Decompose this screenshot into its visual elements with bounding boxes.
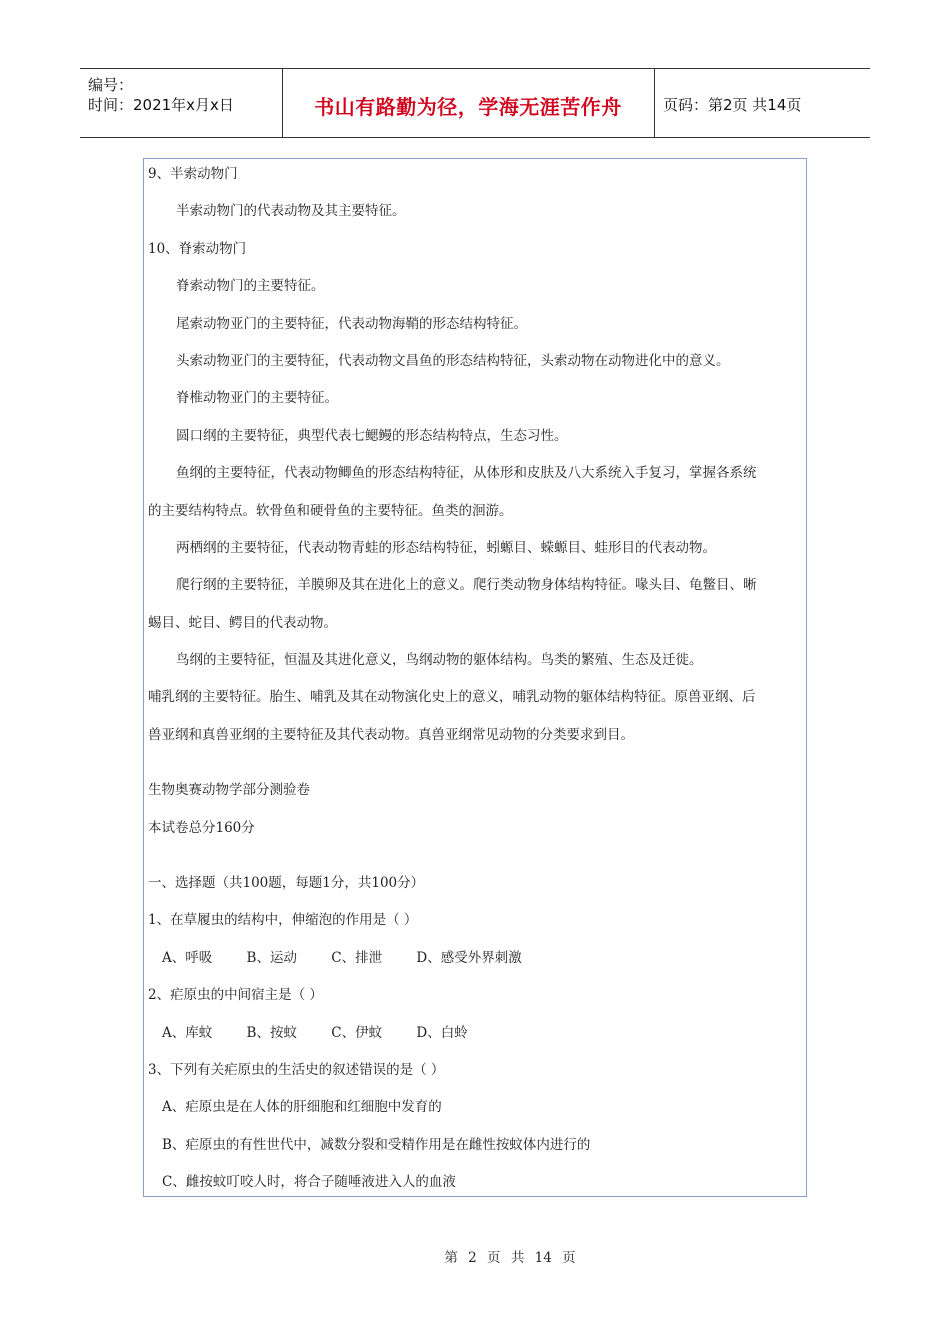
section-line: 哺乳纲的主要特征。胎生、哺乳及其在动物演化史上的意义，哺乳动物的躯体结构特征。原兽亚纲、后	[148, 689, 756, 706]
page-footer: 第 2 页 共 14 页	[444, 1250, 576, 1266]
option: A、呼吸	[162, 949, 213, 966]
content-body	[148, 165, 800, 1211]
header-motto-cell	[282, 69, 655, 137]
option: A、疟原虫是在人体的肝细胞和红细胞中发育的	[162, 1099, 442, 1116]
header-motto: 书山有路勤为径，学海无涯苦作舟	[314, 95, 622, 119]
question-stem: 1、在草履虫的结构中，伸缩泡的作用是（ ）	[148, 912, 418, 929]
header-page-cell	[654, 69, 870, 137]
question-options	[148, 1024, 800, 1061]
section-line: 的主要结构特点。软骨鱼和硬骨鱼的主要特征。鱼类的洄游。	[148, 502, 513, 519]
document-number-label: 编号：	[88, 76, 134, 94]
part-title: 一、选择题（共100题，每题1分，共100分）	[148, 875, 425, 892]
option: A、库蚊	[162, 1024, 213, 1041]
exam-title: 生物奥赛动物学部分测验卷	[148, 782, 310, 799]
option: C、雌按蚊叮咬人时，将合子随唾液进入人的血液	[162, 1174, 456, 1191]
section-line: 两栖纲的主要特征，代表动物青蛙的形态结构特征，蚓螈目、蝾螈目、蛙形目的代表动物。	[176, 539, 716, 556]
option: B、按蚊	[246, 1024, 297, 1041]
section-title: 10、脊索动物门	[148, 240, 247, 257]
option: C、排泄	[331, 949, 383, 966]
section-line: 尾索动物亚门的主要特征，代表动物海鞘的形态结构特征。	[176, 315, 527, 332]
option: B、运动	[246, 949, 297, 966]
option: D、感受外界刺激	[416, 949, 522, 966]
section-line: 半索动物门的代表动物及其主要特征。	[176, 203, 406, 220]
content-frame	[143, 158, 807, 1197]
section-line: 头索动物亚门的主要特征，代表动物文昌鱼的形态结构特征，头索动物在动物进化中的意义。	[176, 352, 730, 369]
header-info-cell	[80, 69, 283, 137]
section-line: 脊椎动物亚门的主要特征。	[176, 390, 338, 407]
section-line: 蜴目、蛇目、鳄目的代表动物。	[148, 614, 337, 631]
question-stem: 3、下列有关疟原虫的生活史的叙述错误的是（ ）	[148, 1061, 445, 1078]
header-page-code: 页码：第2页 共14页	[663, 96, 802, 114]
option: D、白蛉	[416, 1024, 468, 1041]
section-line: 鸟纲的主要特征，恒温及其进化意义，鸟纲动物的躯体结构。鸟类的繁殖、生态及迁徙。	[176, 652, 703, 669]
page-header	[80, 68, 870, 138]
section-title: 9、半索动物门	[148, 166, 238, 182]
question-options	[148, 949, 800, 986]
section-line: 兽亚纲和真兽亚纲的主要特征及其代表动物。真兽亚纲常见动物的分类要求到目。	[148, 726, 634, 743]
option: B、疟原虫的有性世代中，减数分裂和受精作用是在雌性按蚊体内进行的	[162, 1136, 591, 1153]
exam-total-score: 本试卷总分160分	[148, 819, 255, 836]
section-line: 鱼纲的主要特征，代表动物鲫鱼的形态结构特征，从体形和皮肤及八大系统入手复习，掌握各系统	[176, 465, 757, 482]
section-line: 爬行纲的主要特征，羊膜卵及其在进化上的意义。爬行类动物身体结构特征。喙头目、龟鳖目、晰	[176, 577, 757, 594]
document-date-label: 时间：2021年x月x日	[88, 96, 234, 114]
option: C、伊蚊	[331, 1024, 383, 1041]
question-stem: 2、疟原虫的中间宿主是（ ）	[148, 987, 323, 1004]
section-line: 圆口纲的主要特征，典型代表七鳃鳗的形态结构特点，生态习性。	[176, 427, 568, 444]
section-line: 脊索动物门的主要特征。	[176, 278, 325, 295]
